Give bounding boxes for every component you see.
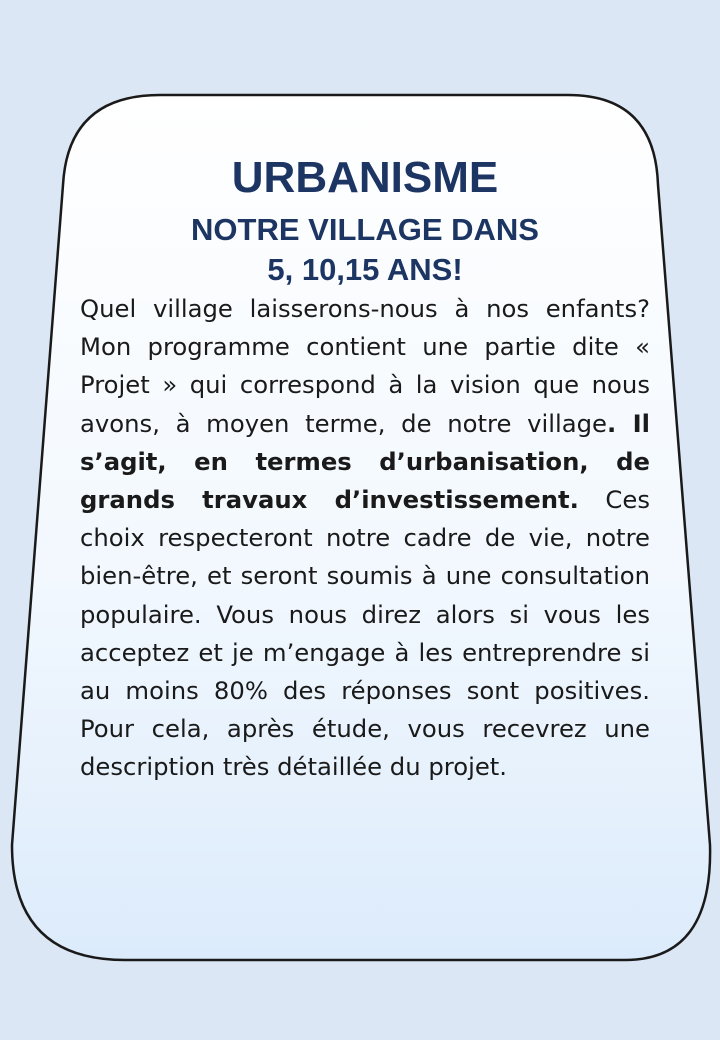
body-text-intro: Quel village laisserons-nous à nos enfants? Mon programme contient une partie dite « Projet » qui correspond à la vision que nous avons, à moyen terme, de notre village (80, 294, 650, 438)
body-text-details: Ces choix respecteront notre cadre de vie, notre bien-être, et seront soumis à une consultation populaire. Vous nous direz alors si vous les acceptez et je m’engage à les entreprendre si au moins 80% des réponses sont positives. Pour cela, après étude, vous recevrez une description très détaillée du projet. (80, 485, 650, 782)
card-title: URBANISME (231, 153, 499, 202)
card-content (80, 150, 650, 787)
card-subtitle-line2: 5, 10,15 ANS! (267, 252, 463, 287)
card-body-paragraph (80, 290, 650, 787)
card-subtitle-line1: NOTRE VILLAGE DANS (191, 212, 539, 247)
body-text-emphasis: . Il s’agit, en termes d’urbanisation, de grands travaux d’investissement. (80, 408, 650, 515)
